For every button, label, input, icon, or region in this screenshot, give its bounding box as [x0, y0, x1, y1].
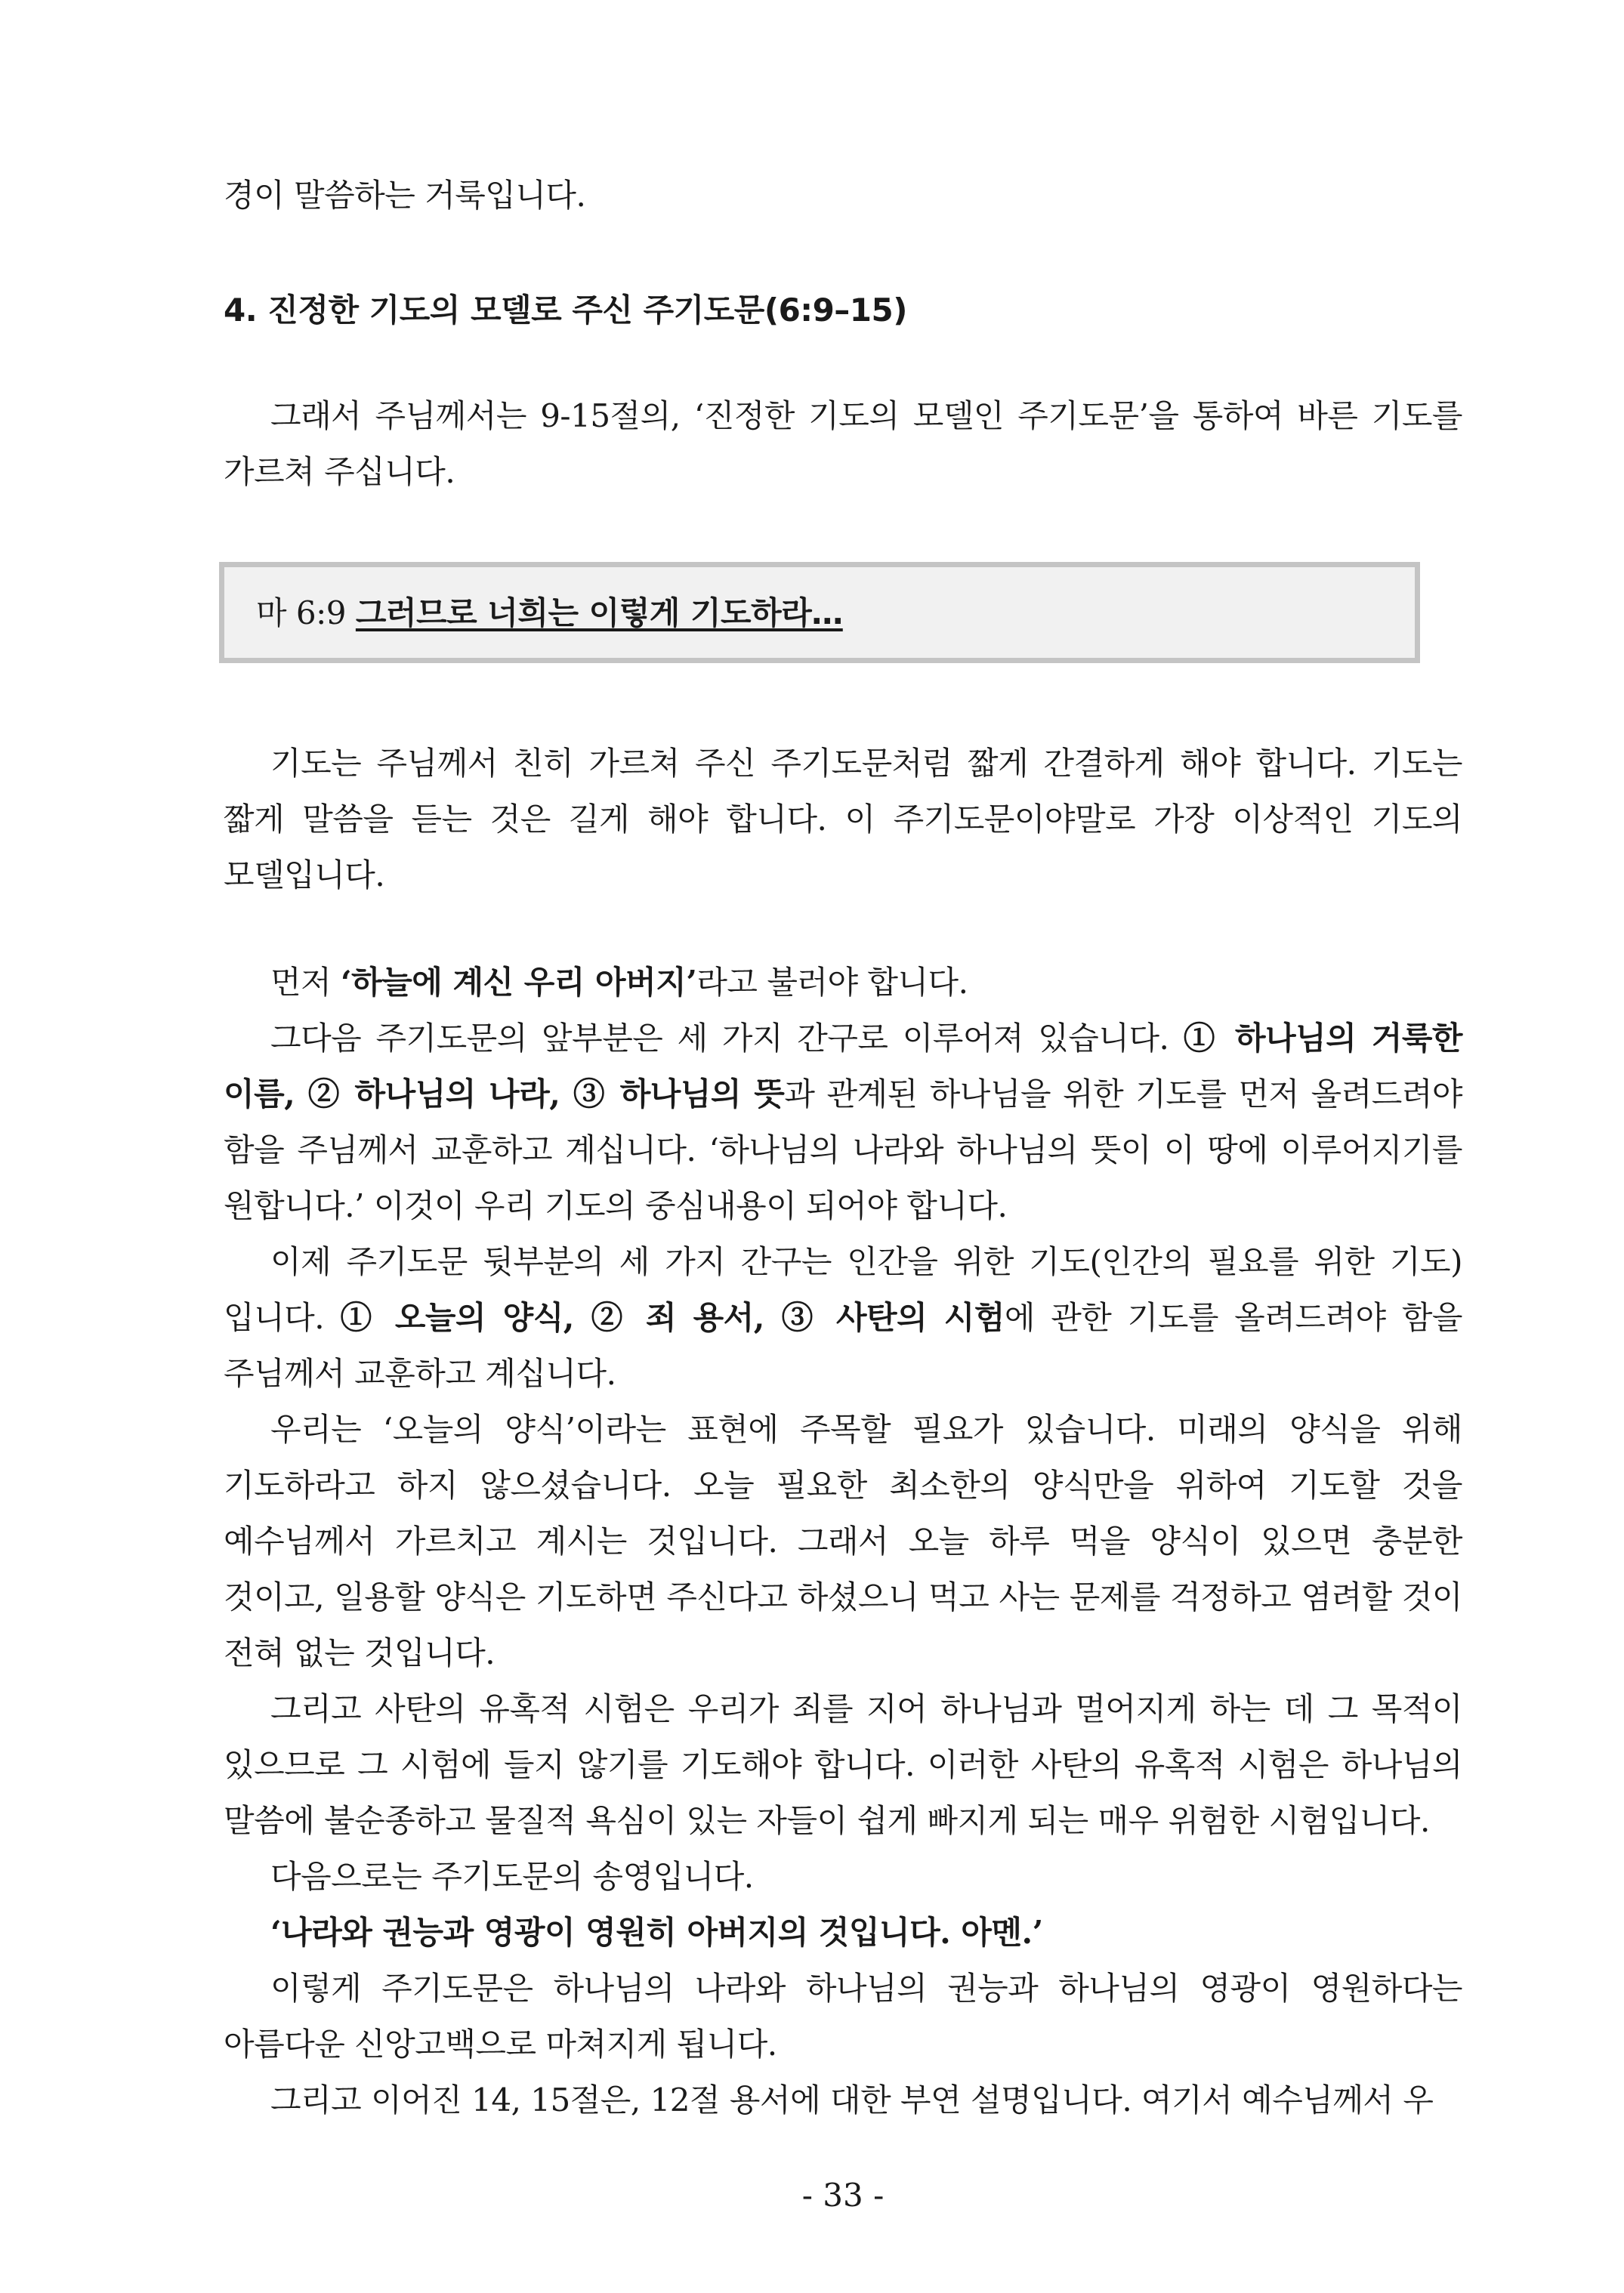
text-run: 그다음 주기도문의 앞부분은 세 가지 간구로 이루어져 있습니다.	[270, 1020, 1184, 1057]
bold-text-run: ① 오늘의 양식, ② 죄 용서, ③ 사탄의 시험	[340, 1299, 1005, 1336]
paragraph-second-petitions	[224, 1234, 1462, 1402]
paragraph-our-father	[224, 955, 1462, 1011]
verse-box	[219, 562, 1420, 663]
text-run: 에 관한 기도를 올려드려야 함을 주님께서 교훈하고 계십니다.	[224, 1299, 1462, 1392]
page-number: - 33 -	[801, 2177, 885, 2214]
document-page	[224, 0, 1462, 2293]
paragraph-verses-14-15: 그리고 이어진 14, 15절은, 12절 용서에 대한 부연 설명입니다. 여기서 예수님께서 우	[270, 2082, 1434, 2119]
paragraph-doxology: ‘나라와 권능과 영광이 영원히 아버지의 것입니다. 아멘.’	[270, 1914, 1043, 1951]
verse-quote: 그러므로 너희는 이렇게 기도하라…	[355, 594, 843, 631]
verse-line	[256, 587, 843, 640]
paragraph-short-prayer: 기도는 주님께서 친히 가르쳐 주신 주기도문처럼 짧게 간결하게 해야 합니다. 기도는 짧게 말씀을 듣는 것은 길게 해야 합니다. 이 주기도문이야말로 가장 이상적인 기도의 모델입니다.	[224, 745, 1462, 893]
paragraph-first-petitions	[224, 1011, 1462, 1234]
verse-reference: 마 6:9	[256, 594, 347, 631]
text-run: 이제 주기도문 뒷부분의 세 가지 간구는 인간을 위한 기도(인간의 필요를 위한 기도)입니다.	[224, 1243, 1462, 1336]
paragraph-temptation: 그리고 사탄의 유혹적 시험은 우리가 죄를 지어 하나님과 멀어지게 하는 데 그 목적이 있으므로 그 시험에 들지 않기를 기도해야 합니다. 이러한 사탄의 유혹적 시험은 하나님의 말씀에 불순종하고 물질적 욕심이 있는 자들이 쉽게 빠지게 되는 매우 위험한 시험입니다.	[224, 1690, 1462, 1839]
paragraph-doxology-intro: 다음으로는 주기도문의 송영입니다.	[270, 1858, 754, 1895]
paragraph-continuation: 경이 말씀하는 거룩입니다.	[224, 177, 586, 214]
paragraph-intro: 그래서 주님께서는 9-15절의, ‘진정한 기도의 모델인 주기도문’을 통하여 바른 기도를 가르쳐 주십니다.	[224, 397, 1462, 490]
bold-text-run: ① 하나님의 거룩한 이름, ② 하나님의 나라, ③ 하나님의 뜻	[224, 1020, 1463, 1113]
paragraph-confession: 이렇게 주기도문은 하나님의 나라와 하나님의 권능과 하나님의 영광이 영원하다는 아름다운 신앙고백으로 마쳐지게 됩니다.	[224, 1970, 1462, 2063]
bold-text-run: ‘하늘에 계신 우리 아버지’	[341, 964, 697, 1001]
text-run: 과 관계된 하나님을 위한 기도를 먼저 올려드려야 함을 주님께서 교훈하고 계십니다. ‘하나님의 나라와 하나님의 뜻이 이 땅에 이루어지기를 원합니다.’ 이것이 우리 기도의 중심내용이 되어야 합니다.	[224, 1076, 1463, 1224]
text-run: 먼저	[270, 964, 341, 1001]
paragraph-daily-bread: 우리는 ‘오늘의 양식’이라는 표현에 주목할 필요가 있습니다. 미래의 양식을 위해 기도하라고 하지 않으셨습니다. 오늘 필요한 최소한의 양식만을 위하여 기도할 것을 예수님께서 가르치고 계시는 것입니다. 그래서 오늘 하루 먹을 양식이 있으면 충분한 것이고, 일용할 양식은 기도하면 주신다고 하셨으니 먹고 사는 문제를 걱정하고 염려할 것이 전혀 없는 것입니다.	[224, 1411, 1462, 1671]
section-heading: 4. 진정한 기도의 모델로 주신 주기도문(6:9–15)	[224, 292, 907, 329]
text-run: 라고 불러야 합니다.	[696, 964, 968, 1001]
